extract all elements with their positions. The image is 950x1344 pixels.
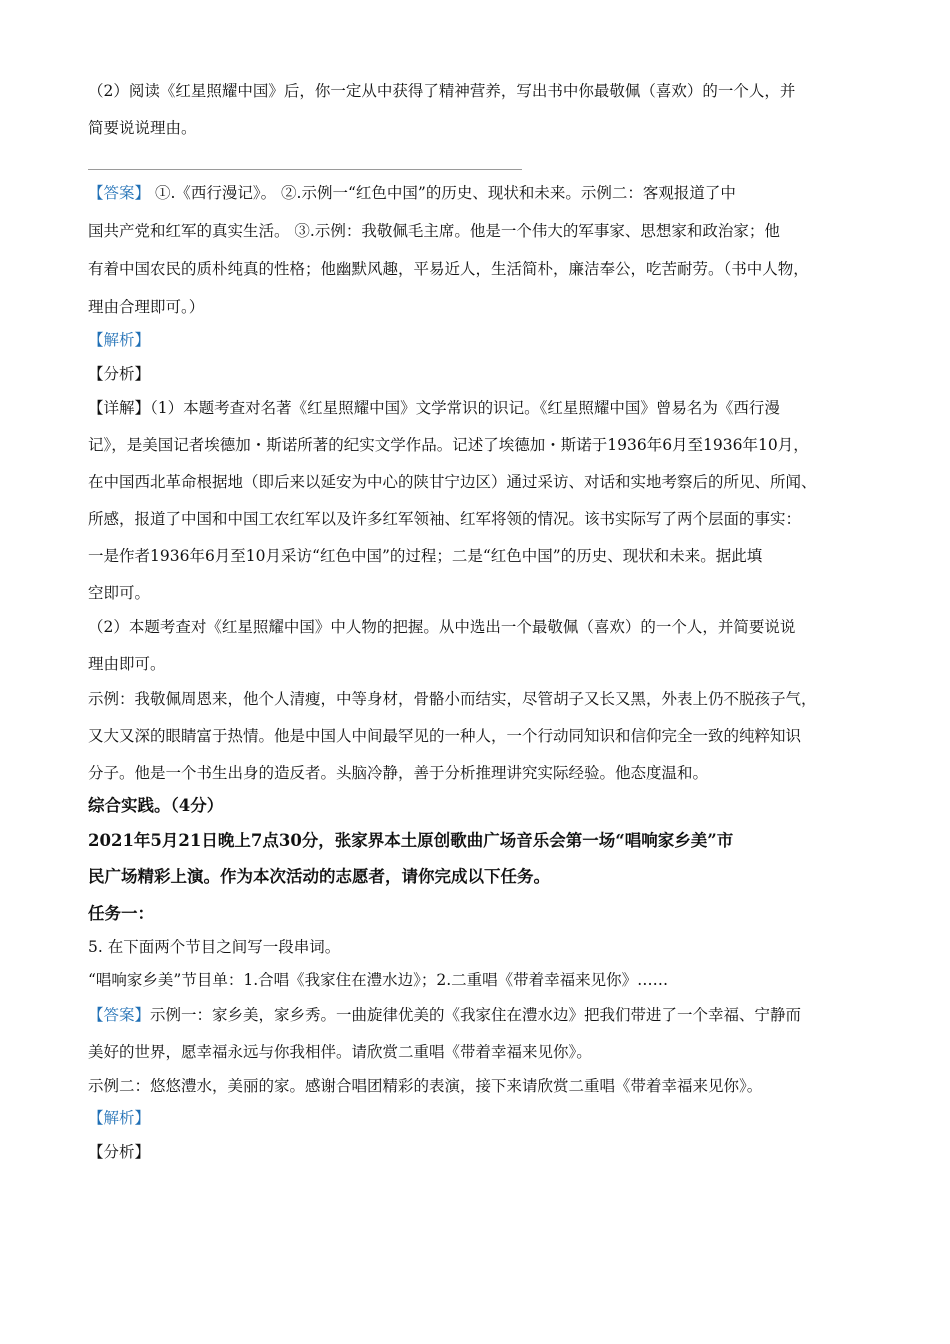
section-intro-2: 民广场精彩上演。作为本次活动的志愿者，请你完成以下任务。 (88, 867, 550, 886)
section-heading: 综合实践。（4分） (88, 796, 224, 815)
detail-line-4: 所感，报道了中国和中国工农红军以及许多红军领袖、红军将领的情况。该书实际写了两个层面的事实： (88, 510, 802, 528)
detail-line-7: （2）本题考查对《红星照耀中国》中人物的把握。从中选出一个最敬佩（喜欢）的一个人，并简要说说 (88, 618, 796, 636)
detail-line-5: 一是作者1936年6月至10月采访“红色中国”的过程；二是“红色中国”的历史、现状和未来。据此填 (88, 547, 763, 565)
answer-line-2: 国共产党和红军的真实生活。 ③.示例：我敬佩毛主席。他是一个伟大的军事家、思想家和政治家；他 (88, 222, 780, 240)
question-5-prompt: 5. 在下面两个节目之间写一段串词。 (88, 938, 341, 956)
answer-line-1 (88, 183, 736, 203)
answer-5-tag: 【答案】 (88, 1006, 151, 1024)
detail-tag: 【详解】 (88, 399, 151, 417)
answer-line-3: 有着中国农民的质朴纯真的性格；他幽默风趣，平易近人，生活简朴，廉洁奉公，吃苦耐劳。（书中人物， (88, 260, 809, 278)
analysis-tag-2: 【解析】 (88, 1109, 151, 1127)
detail-text-1: （1）本题考查对名著《红星照耀中国》文学常识的识记。《红星照耀中国》曾易名为《西行漫 (150, 399, 780, 417)
answer-5-text-1: 示例一：家乡美，家乡秀。一曲旋律优美的《我家住在澧水边》把我们带进了一个幸福、宁静而 (150, 1006, 802, 1024)
detail-line-6: 空即可。 (88, 584, 151, 602)
task-label: 任务一： (88, 904, 154, 923)
detail-line-1 (88, 398, 780, 418)
answer-5-line-2: 美好的世界，愿幸福永远与你我相伴。请欣赏二重唱《带着幸福来见你》。 (88, 1043, 592, 1061)
answer-line-4: 理由合理即可。） (88, 298, 205, 316)
analysis-tag: 【解析】 (88, 331, 151, 349)
answer-tag: 【答案】 (88, 184, 151, 202)
question-2-line-1: （2）阅读《红星照耀中国》后，你一定从中获得了精神营养，写出书中你最敬佩（喜欢）的一个人，并 (88, 82, 796, 100)
fenxi-tag: 【分析】 (88, 365, 151, 383)
detail-line-9: 示例：我敬佩周恩来，他个人清瘦，中等身材，骨骼小而结实，尽管胡子又长又黑，外表上仍不脱孩子气， (88, 690, 817, 708)
detail-line-10: 又大又深的眼睛富于热情。他是中国人中间最罕见的一种人，一个行动同知识和信仰完全一致的纯粹知识 (88, 727, 802, 745)
detail-line-11: 分子。他是一个书生出身的造反者。头脑冷静，善于分析推理讲究实际经验。他态度温和。 (88, 764, 709, 782)
question-2-line-2: 简要说说理由。 (88, 119, 197, 137)
fenxi-tag-2: 【分析】 (88, 1143, 151, 1161)
answer-text-1: ①.《西行漫记》。 ②.示例一“红色中国”的历史、现状和未来。示例二：客观报道了中 (150, 184, 736, 202)
separator-line (88, 169, 522, 170)
section-intro-1: 2021年5月21日晚上7点30分，张家界本土原创歌曲广场音乐会第一场“唱响家乡美”市 (88, 831, 734, 850)
detail-line-2: 记》，是美国记者埃德加・斯诺所著的纪实文学作品。记述了埃德加・斯诺于1936年6月至1936年10月， (88, 436, 809, 454)
question-5-program: “唱响家乡美”节目单：1.合唱《我家住在澧水边》；2.二重唱《带着幸福来见你》…… (88, 971, 669, 989)
answer-5-line-1 (88, 1005, 801, 1025)
detail-line-8: 理由即可。 (88, 655, 166, 673)
detail-line-3: 在中国西北革命根据地（即后来以延安为中心的陕甘宁边区）通过采访、对话和实地考察后的所见、所闻、 (88, 473, 817, 491)
answer-5-line-3: 示例二：悠悠澧水，美丽的家。感谢合唱团精彩的表演，接下来请欣赏二重唱《带着幸福来见你》。 (88, 1077, 763, 1095)
